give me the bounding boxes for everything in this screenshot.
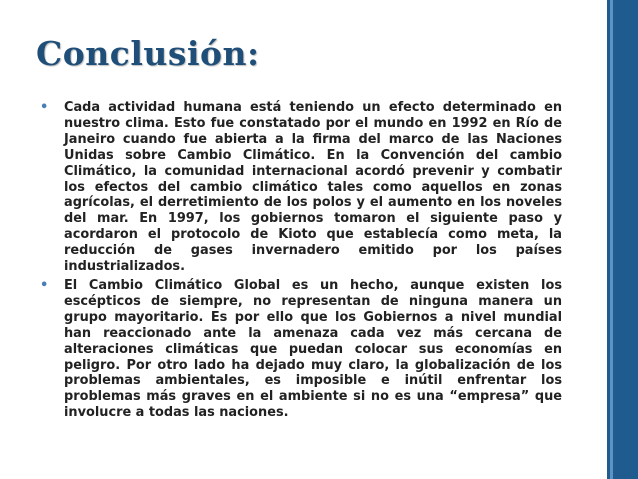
bullet-text-2: El Cambio Climático Global es un hecho, aunque existen los escépticos de siempre, no representan de ninguna manera un grupo mayoritario. Es por ello que los Gobiernos a nivel mundial han reaccionado ante la amenaza cada vez más cercana de alteraciones climáticas que puedan colocar sus economías en peligro. Por otro lado ha dejado muy claro, la globalización de los problemas ambientales, es imposible e inútil enfrentar los problemas más graves en el ambiente si no es una “empresa” que involucre a todas las naciones.: [64, 277, 562, 421]
bullet-item-1: [40, 100, 562, 275]
slide-content: [40, 100, 562, 424]
slide-title: Conclusión:: [36, 34, 260, 73]
bullet-item-2: [40, 278, 562, 421]
bullet-text-1: Cada actividad humana está teniendo un efecto determinado en nuestro clima. Esto fue constatado por el mundo en 1992 en Río de Janeiro cuando fue abierta a la firma del marco de las Naciones Unidas sobre Cambio Climático. En la Convención del cambio Climático, la comunidad internacional acordó prevenir y combatir los efectos del cambio climático tales como aquellos en zonas agrícolas, el derretimiento de los polos y el aumento en los noveles del mar. En 1997, los gobiernos tomaron el siguiente paso y acordaron el protocolo de Kioto que establecía como meta, la reducción de gases invernadero emitido por los países industrializados.: [64, 100, 562, 275]
bullet-icon: •: [40, 277, 49, 293]
bullet-icon: •: [40, 100, 49, 115]
right-decorative-bar: [607, 0, 638, 479]
right-bar-accent-line: [610, 0, 613, 479]
